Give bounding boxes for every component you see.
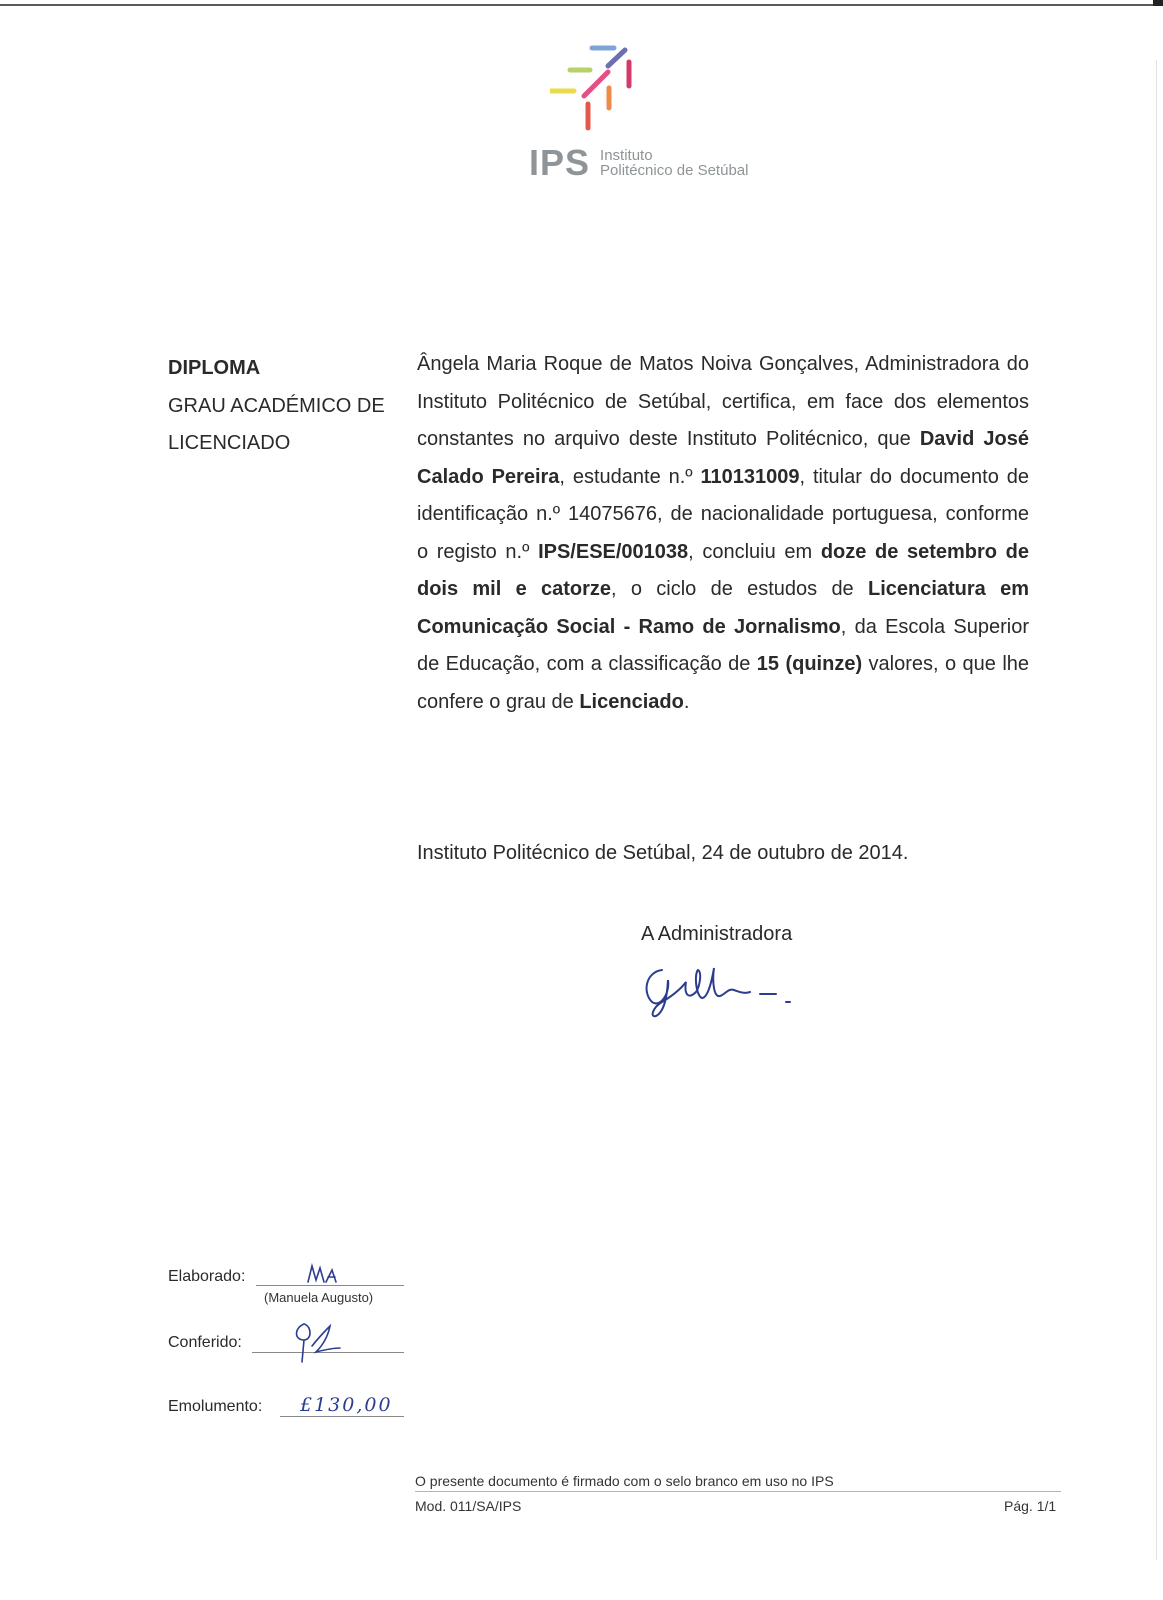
conferido-initials bbox=[290, 1318, 346, 1383]
logo-stroke-purple bbox=[608, 50, 625, 66]
footer-seal-note: O presente documento é firmado com o selo branco em uso no IPS bbox=[415, 1473, 834, 1489]
body-text-7: valores, o que lhe confere o grau de bbox=[417, 653, 1030, 713]
program-name: Licenciatura em Comunicação Social - Ramo de Jornalismo bbox=[417, 578, 1029, 638]
logo-abbreviation: IPS bbox=[529, 142, 591, 183]
footer-page-number: Pág. 1/1 bbox=[1004, 1498, 1057, 1514]
scan-edge-top bbox=[0, 4, 1163, 6]
elaborado-initials bbox=[306, 1262, 346, 1291]
conferido-label: Conferido: bbox=[168, 1334, 242, 1351]
document-subtitle-line2: LICENCIADO bbox=[168, 432, 291, 454]
ips-logo-icon bbox=[550, 40, 660, 150]
body-text-1: Ângela Maria Roque de Matos Noiva Gonçalves, Administradora do Instituto Politécnico de Setúbal, certifica, em face dos elementos constantes no arquivo deste Instituto Politécnico, que bbox=[417, 353, 1029, 450]
body-text-2: , estudante n.º bbox=[559, 465, 701, 488]
body-text-3: , titular do documento de identificação n.º 14075676, de nacionalidade portuguesa, conforme o registo n.º bbox=[417, 465, 1029, 563]
degree: Licenciado bbox=[579, 690, 684, 713]
institution-name bbox=[600, 148, 748, 178]
completion-date: doze de setembro de dois mil e catorze bbox=[417, 540, 1029, 600]
elaborado-label: Elaborado: bbox=[168, 1268, 246, 1285]
body-text-5: , o ciclo de estudos de bbox=[611, 578, 868, 600]
emolumento-value: £130,00 bbox=[300, 1394, 393, 1416]
document-subtitle-line1: GRAU ACADÉMICO DE bbox=[168, 394, 385, 417]
administrator-signature bbox=[640, 950, 840, 1025]
body-text-6: , da Escola Superior de Educação, com a classificação de bbox=[417, 615, 1029, 675]
scan-corner-mark bbox=[1153, 0, 1163, 6]
institution-name-line2: Politécnico de Setúbal bbox=[600, 162, 749, 179]
scan-edge-right bbox=[1156, 60, 1157, 1560]
logo-text bbox=[529, 142, 748, 184]
footer-divider bbox=[415, 1491, 1061, 1492]
certificate-body bbox=[417, 346, 1029, 721]
grade: 15 (quinze) bbox=[756, 653, 863, 675]
footer-model-code: Mod. 011/SA/IPS bbox=[415, 1498, 522, 1514]
logo-stroke-pink bbox=[584, 72, 608, 96]
emolumento-label: Emolumento: bbox=[168, 1398, 263, 1415]
elaborado-person: (Manuela Augusto) bbox=[264, 1290, 374, 1305]
student-number: 110131009 bbox=[700, 465, 800, 488]
body-text-4: , concluiu em bbox=[688, 540, 821, 563]
document-title: DIPLOMA bbox=[168, 357, 261, 379]
registry-number: IPS/ESE/001038 bbox=[538, 540, 689, 563]
institution-name-line1: Instituto bbox=[600, 147, 653, 164]
signer-role: A Administradora bbox=[641, 923, 793, 945]
place-and-date: Instituto Politécnico de Setúbal, 24 de outubro de 2014. bbox=[417, 842, 909, 864]
body-text-8: . bbox=[683, 690, 690, 713]
student-name: David José Calado Pereira bbox=[417, 428, 1030, 488]
document-heading bbox=[168, 350, 408, 463]
emolumento-line bbox=[280, 1416, 404, 1417]
